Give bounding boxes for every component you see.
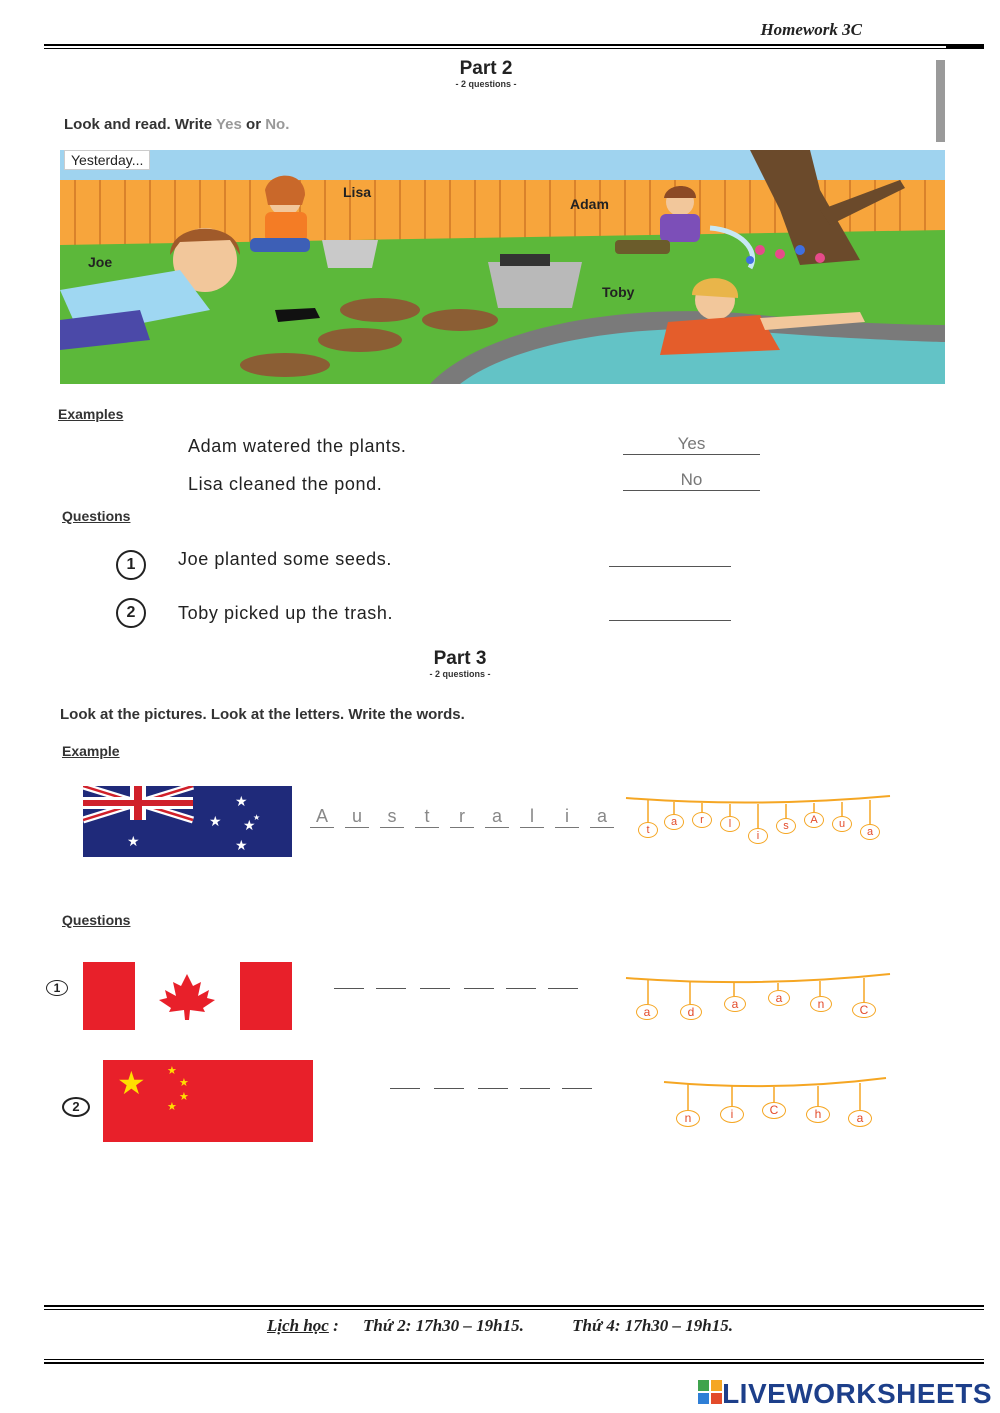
letter-bubble: a [724, 996, 746, 1012]
schedule-footer [0, 1316, 1000, 1336]
example-letter: a [485, 806, 509, 828]
part3-question-number-2: 2 [62, 1097, 90, 1117]
question-number-2: 2 [116, 598, 146, 628]
canada-flag-svg [83, 962, 292, 1030]
letter-bubble: i [748, 828, 768, 844]
letter-blank[interactable] [478, 1088, 508, 1089]
letter-bubble: d [680, 1004, 702, 1020]
instruction-text: Look and read. Write [64, 116, 216, 133]
example-answer-2: No [623, 470, 760, 491]
footer-rule-bottom-2 [44, 1362, 984, 1364]
letter-bubble: a [636, 1004, 658, 1020]
footer-rule-top-1 [44, 1305, 984, 1307]
label-lisa: Lisa [343, 184, 372, 200]
example-letter: u [345, 806, 369, 828]
letter-blank[interactable] [548, 988, 578, 989]
svg-text:★: ★ [235, 794, 248, 810]
example-letter: r [450, 806, 474, 828]
questions-label: Questions [62, 508, 131, 524]
china-flag-svg [103, 1060, 313, 1142]
part3-questions-label: Questions [62, 912, 131, 928]
question-sentence-1: Joe planted some seeds. [178, 549, 392, 569]
letter-bubble: l [720, 816, 740, 832]
part3-instruction: Look at the pictures. Look at the letters. Write the words. [60, 706, 465, 723]
svg-text:★: ★ [179, 1090, 189, 1103]
footer-rule-bottom-1 [44, 1359, 984, 1360]
header-rule-tail [946, 46, 984, 48]
letter-bubble: t [638, 822, 658, 838]
schedule-monday: Thứ 2: 17h30 – 19h15. [363, 1316, 524, 1335]
svg-text:★: ★ [127, 834, 140, 850]
question-answer-input-1[interactable] [609, 546, 731, 567]
garland-string [622, 968, 892, 1024]
schedule-colon: : [328, 1316, 339, 1335]
letter-bubble: u [832, 816, 852, 832]
example-letter-garland [622, 792, 892, 848]
footer-rule-top-2 [44, 1309, 984, 1310]
letter-garland-1 [622, 968, 892, 1024]
letter-blank[interactable] [520, 1088, 550, 1089]
letter-blank[interactable] [376, 988, 406, 989]
letter-bubble: C [762, 1102, 786, 1119]
label-toby: Toby [602, 284, 635, 300]
examples-label: Examples [58, 406, 124, 422]
letter-blank[interactable] [464, 988, 494, 989]
part2-title: Part 2 [459, 58, 513, 79]
australia-flag [83, 786, 292, 857]
letter-blank[interactable] [334, 988, 364, 989]
letter-bubble: C [852, 1002, 876, 1018]
instruction-or: or [241, 116, 266, 133]
svg-text:★: ★ [253, 813, 261, 822]
answer-blanks-1[interactable] [334, 988, 584, 1006]
example-letter: a [590, 806, 614, 828]
canada-flag [83, 962, 292, 1030]
liveworksheets-logo-icon [698, 1380, 722, 1404]
svg-text:★: ★ [235, 838, 248, 854]
schedule-wednesday: Thứ 4: 17h30 – 19h15. [572, 1316, 733, 1335]
example-letter: A [310, 806, 334, 828]
label-joe: Joe [88, 254, 113, 270]
letter-bubble: h [806, 1106, 830, 1123]
part2-instruction [64, 116, 289, 133]
part3-example-label: Example [62, 743, 120, 759]
label-adam: Adam [570, 196, 609, 212]
part3-question-number-1: 1 [46, 980, 68, 996]
letter-blank[interactable] [434, 1088, 464, 1089]
letter-bubble: r [692, 812, 712, 828]
example-sentence-1: Adam watered the plants. [188, 436, 407, 456]
letter-blank[interactable] [562, 1088, 592, 1089]
svg-text:★: ★ [179, 1076, 189, 1089]
svg-text:★: ★ [243, 818, 256, 834]
example-answer-1: Yes [623, 434, 760, 455]
letter-bubble: a [664, 814, 684, 830]
part3-subtitle: - 2 questions - [429, 669, 491, 679]
garden-scene-illustration [60, 150, 945, 384]
garden-scene-svg [60, 150, 945, 384]
header-rule-top [44, 44, 984, 46]
letter-garland-2 [660, 1072, 890, 1132]
instruction-yes: Yes [215, 116, 242, 133]
letter-blank[interactable] [390, 1088, 420, 1089]
svg-text:★: ★ [117, 1064, 146, 1102]
part3-title: Part 3 [433, 648, 487, 669]
svg-text:★: ★ [167, 1100, 177, 1113]
svg-text:★: ★ [209, 814, 222, 830]
header-rule-bottom [44, 48, 984, 49]
example-letter: i [555, 806, 579, 828]
letter-bubble: n [676, 1110, 700, 1127]
letter-bubble: a [768, 990, 790, 1006]
letter-bubble: s [776, 818, 796, 834]
question-number-1: 1 [116, 550, 146, 580]
question-answer-input-2[interactable] [609, 600, 731, 621]
australia-flag-svg [83, 786, 292, 857]
worksheet-header-title: Homework 3C [760, 20, 862, 39]
letter-blank[interactable] [420, 988, 450, 989]
liveworksheets-logo[interactable]: LIVEWORKSHEETS [722, 1378, 992, 1409]
letter-blank[interactable] [506, 988, 536, 989]
instruction-no: No. [265, 116, 290, 133]
scrollbar-thumb[interactable] [936, 60, 945, 142]
letter-bubble: a [848, 1110, 872, 1127]
part2-subtitle: - 2 questions - [455, 79, 517, 89]
example-letter: s [380, 806, 404, 828]
letter-bubble: n [810, 996, 832, 1012]
letter-bubble: A [804, 812, 824, 828]
question-sentence-2: Toby picked up the trash. [178, 603, 394, 623]
example-letter: t [415, 806, 439, 828]
letter-bubble: a [860, 824, 880, 840]
letter-bubble: i [720, 1106, 744, 1123]
china-flag [103, 1060, 313, 1142]
example-sentence-2: Lisa cleaned the pond. [188, 474, 383, 494]
answer-blanks-2[interactable] [390, 1088, 600, 1106]
svg-text:★: ★ [167, 1064, 177, 1077]
schedule-label: Lịch học [267, 1316, 329, 1335]
scene-caption: Yesterday... [64, 150, 150, 170]
example-letter: l [520, 806, 544, 828]
logo-grid-svg [698, 1380, 722, 1404]
